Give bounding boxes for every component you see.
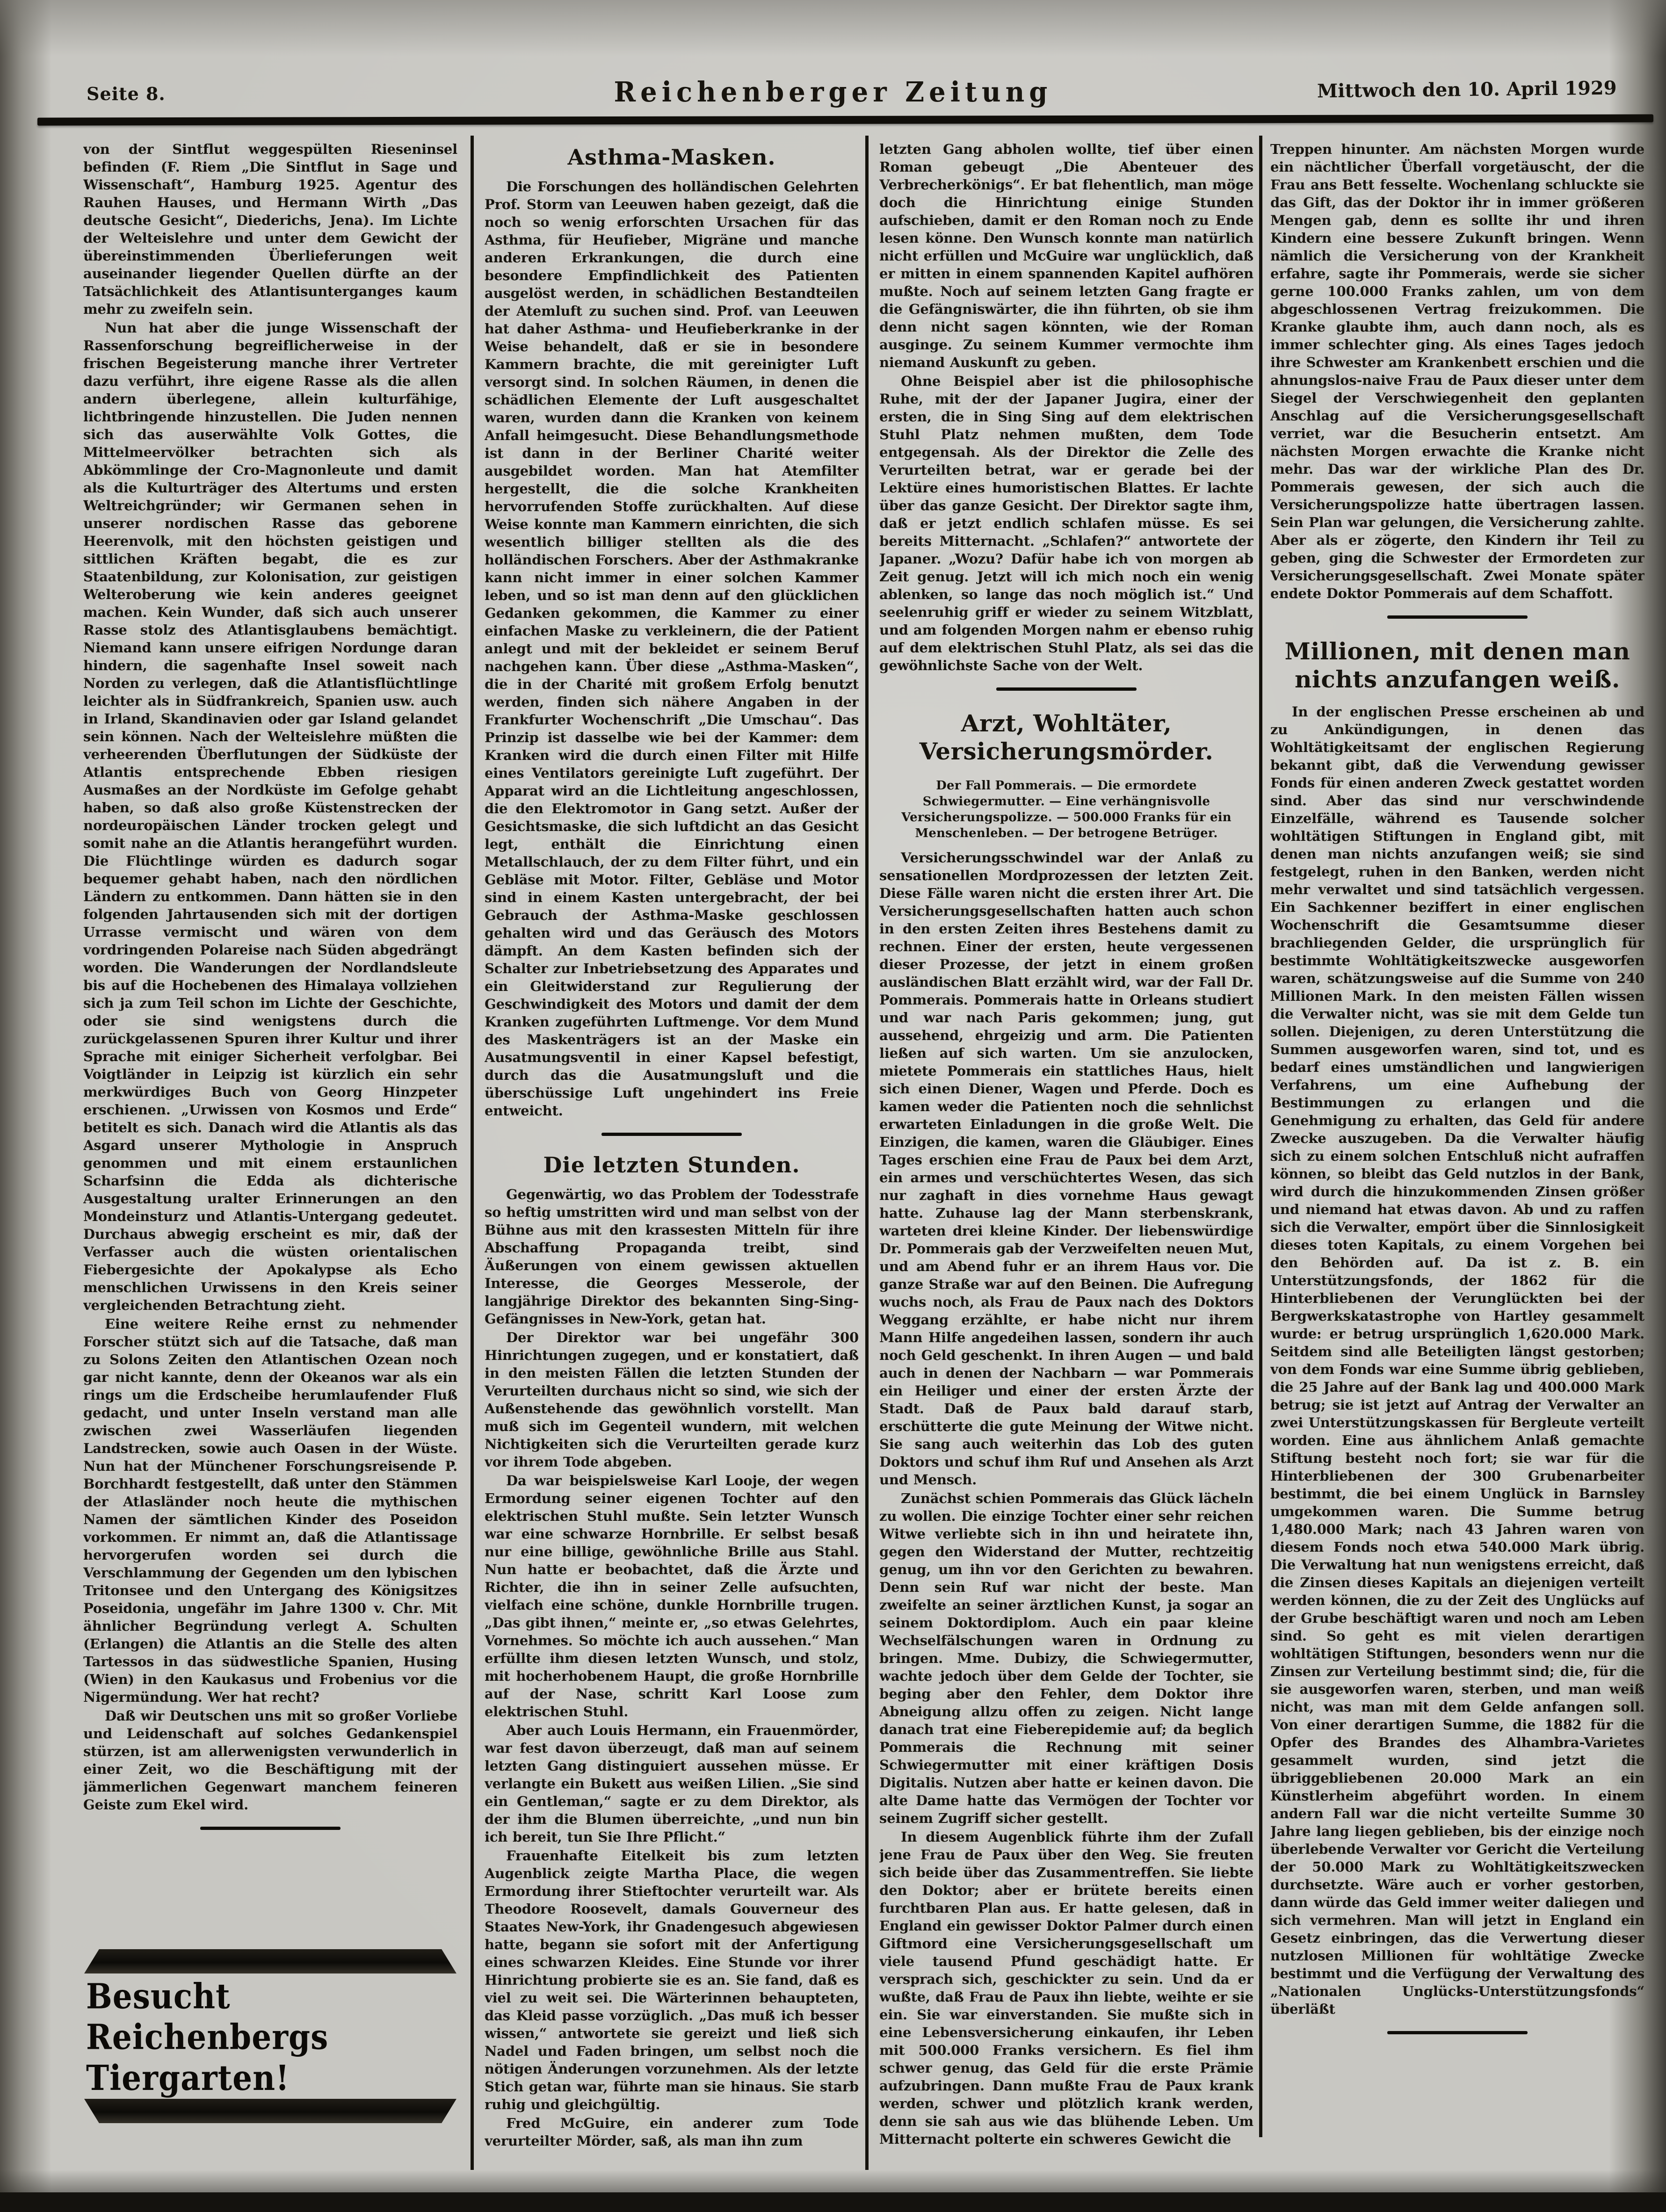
- advert-bar-bottom: [84, 2099, 456, 2123]
- article-headline: Die letzten Stunden.: [543, 1152, 800, 1178]
- article-headline: Millionen, mit denen man nichts anzufangen weiß.: [1284, 637, 1630, 693]
- paragraph: Aber auch Louis Hermann, ein Frauenmörder, war fest davon überzeugt, daß man auf seinem letzten Gang distinguiert aussehen müsse. Er verlangte ein Bukett aus weißen Lilien. „Sie sind ein Gentleman,“ sagte er zu dem Direktor, als der ihm die Blumen überreichte, „und nun bin ich bereit, tun Sie Ihre Pflicht.“: [485, 1722, 859, 1845]
- column-rule-1: [471, 136, 474, 2170]
- paragraph-continuation: letzten Gang abholen wollte, tief über einen Roman gebeugt „Die Abenteuer des Verbrecherkönigs“. Er bat flehentlich, man möge doch die Hinrichtung einige Stunden aufschieben, damit er den Roman noch zu Ende lesen könne. Den Wunsch konnte man natürlich nicht erfüllen und McGuire war unglücklich, daß er mitten in einem spannenden Kapitel aufhören mußte. Noch auf seinem letzten Gang fragte er die Gefängniswärter, die ihn führten, ob sie ihm denn nicht sagen könnten, wie der Roman ausginge. Zu seinem Kummer vermochte ihm niemand Auskunft zu geben.: [879, 141, 1253, 370]
- article-headline: Arzt, Wohltäter, Versicherungsmörder.: [919, 709, 1214, 765]
- spacer: [83, 1842, 457, 1945]
- article-headline: Asthma-Masken.: [567, 145, 776, 170]
- section-divider: [200, 1827, 340, 1830]
- column-rule-3: [1259, 136, 1262, 2137]
- column-1: [83, 140, 457, 2179]
- paragraph: Eine weitere Reihe ernst zu nehmender Forscher stützt sich auf die Tatsache, daß man zu Solons Zeiten den Atlantischen Ozean noch gar nicht kannte, denn der Okeanos war als ein rings um die Erdscheibe herumlaufender Fluß gedacht, und unter Inseln verstand man alle zwischen zwei Wasserläufen liegenden Landstrecken, sowie auch Oasen in der Wüste. Nun hat der Münchener Forschungsreisende P. Borchhardt festgestellt, daß unter den Stämmen der Atlasländer noch heute die mythischen Namen der sämtlichen Kinder des Poseidon vorkommen. Er nimmt an, daß die Atlantissage hervorgerufen worden sei durch die Verschlammung der Gegenden um den lybischen Tritonsee und den Untergang des Königsitzes Poseidonia, ungefähr im Jahre 1300 v. Chr. Mit ähnlicher Begründung verlegt A. Schulten (Erlangen) die Atlantis an die Stelle des alten Tartessos in das südwestliche Spanien, Husing (Wien) in den Kaukasus und Frobenius vor die Nigermündung. Wer hat recht?: [83, 1316, 457, 1705]
- paragraph: Da war beispielsweise Karl Looje, der wegen Ermordung seiner eigenen Tochter auf den elektrischen Stuhl mußte. Sein letzter Wunsch war eine schwarze Hornbrille. Er selbst besaß nur eine billige, gewöhnliche Brille aus Stahl. Nun hatte er beobachtet, daß die Ärzte und Richter, die ihn in seiner Zelle aufsuchten, vielfach eine schöne, dunkle Hornbrille trugen. „Das gibt ihnen,“ meinte er, „so etwas Gelehrtes, Vornehmes. So möchte ich auch aussehen.“ Man erfüllte ihm diesen letzten Wunsch, und stolz, mit hocherhobenem Haupt, die große Hornbrille auf der Nase, schritt Karl Loose zum elektrischen Stuhl.: [485, 1473, 859, 1720]
- paragraph: Frauenhafte Eitelkeit bis zum letzten Augenblick zeigte Martha Place, die wegen Ermordung ihrer Stieftochter verurteilt war. Als Theodore Roosevelt, damals Gouverneur des Staates New-York, ihr Gnadengesuch abgewiesen hatte, begann sie sofort mit der Anfertigung eines schwarzen Kleides. Eine Stunde vor ihrer Hinrichtung probierte sie es an. Sie fand, daß es viel zu weit sei. Die Wärterinnen behaupteten, das Kleid passe vorzüglich. „Das muß ich besser wissen,“ antwortete sie gereizt und ließ sich Nadel und Faden bringen, um selbst noch die nötigen Änderungen vorzunehmen. Als der letzte Stich getan war, führte man sie hinaus. Sie starb ruhig und gleichgültig.: [485, 1848, 859, 2112]
- section-divider: [601, 1133, 742, 1136]
- paragraph: Gegenwärtig, wo das Problem der Todesstrafe so heftig umstritten wird und man selbst von der Bühne aus mit den krassesten Mitteln für ihre Abschaffung Propaganda treibt, sind Äußerungen von einem gewissen aktuellen Interesse, die Georges Messerole, der langjährige Direktor des bekannten Sing-Sing-Gefängnisses in New-York, getan hat.: [485, 1186, 859, 1327]
- section-divider: [1387, 2031, 1528, 2034]
- paragraph-continuation: Treppen hinunter. Am nächsten Morgen wurde ein nächtlicher Überfall vorgetäuscht, der die Frau ans Bett fesselte. Wochenlang schluckte sie das Gift, das der Doktor ihr in immer größeren Mengen gab, denn es sollte ihr und ihren Kindern eine bessere Zukunft bringen. Wenn nämlich die Versicherung von der Krankheit erfahre, sagte ihr Pommerais, werde sie sicher gerne 100.000 Franks zahlen, um von dem abgeschlossenen Vertrag freizukommen. Die Kranke glaubte ihm, auch dann noch, als es immer schlechter ging. Als eines Tages jedoch ihre Schwester am Krankenbett erschien und die ahnungslos-naive Frau de Paux dieser unter dem Siegel der Verschwiegenheit den geplanten Anschlag auf die Versicherungsgesellschaft verriet, war die Besucherin entsetzt. Am nächsten Morgen erwachte die Kranke nicht mehr. Das war der wirkliche Plan des Dr. Pommerais gewesen, der sich auch die Versicherungspolizze hatte übertragen lassen. Sein Plan war gelungen, die Versicherung zahlte. Aber als er zögerte, den Kindern ihr Teil zu geben, ging die Schwester der Ermordeten zur Versicherungsgesellschaft. Zwei Monate später endete Doktor Pommerais auf dem Schaffott.: [1270, 141, 1644, 601]
- paragraph: Daß wir Deutschen uns mit so großer Vorliebe und Leidenschaft auf solches Gedankenspiel stürzen, ist am allerwenigsten verwunderlich in einer Zeit, wo die Beschäftigung mit der jämmerlichen Gegenwart manchem feineren Geiste zum Ekel wird.: [83, 1708, 457, 1813]
- advert-text: Besucht Reichenbergs Tiergarten!: [86, 1975, 329, 2098]
- tiergarten-advert: [83, 1949, 457, 2123]
- column-3: [879, 140, 1253, 2179]
- issue-date: Mittwoch den 10. April 1929: [1317, 77, 1617, 102]
- paragraph: In diesem Augenblick führte ihm der Zufall jene Frau de Paux über den Weg. Sie freuten sich beide über das Zusammentreffen. Sie liebte den Doktor; aber er brütete bereits einen furchtbaren Plan aus. Er hatte gelesen, daß in England ein gewisser Doktor Palmer durch einen Giftmord eine Versicherungsgesellschaft um viele tausend Pfund geschädigt hatte. Er versprach sich, geschickter zu sein. Und da er wußte, daß Frau de Paux ihn liebte, weihte er sie ein. Sie war einverstanden. Sie mußte sich in eine Lebensversicherung einkaufen, ihr Leben mit 500.000 Franks versichern. Es fiel ihm schwer genug, das Geld für die erste Prämie aufzubringen. Dann mußte Frau de Paux krank werden, schwer und plötzlich krank werden, denn sie sah aus wie das blühende Leben. Um Mitternacht polterte ein schweres Gewicht die: [879, 1829, 1253, 2147]
- scan-artifact-bottom-shadow: [0, 2170, 1666, 2192]
- article-subhead: Der Fall Pommerais. — Die ermordete Schwiegermutter. — Eine verhängnisvolle Versicherungspolizze. — 500.000 Franks für ein Menschenleben. — Der betrogene Betrüger.: [901, 779, 1231, 840]
- column-area: [0, 140, 1666, 2179]
- paragraph-continuation: von der Sintflut weggespülten Rieseninsel befinden (F. Riem „Die Sintflut in Sage und Wissenschaft“, Hamburg 1925. Agentur des Rauhen Hauses, und Hermann Wirth „Das deutsche Gesicht“, Diederichs, Jena). Im Lichte der Welteislehre und unter dem Gewicht der übereinstimmenden Überlieferungen weit auseinander liegender Quellen dürfte an der Tatsächlichkeit des Atlantisunterganges kaum mehr zu zweifeln sein.: [83, 141, 457, 317]
- page-header: [0, 70, 1666, 112]
- scan-artifact-top: [0, 0, 1666, 56]
- paragraph: Fred McGuire, ein anderer zum Tode verurteilter Mörder, saß, als man ihn zum: [485, 2115, 859, 2149]
- paragraph: Nun hat aber die junge Wissenschaft der Rassenforschung begreiflicherweise in der frischen Begeisterung manche ihrer Vertreter dazu verführt, ihre eigene Rasse als die allen andern überlegene, allein kulturfähige, lichtbringende hinzustellen. Die Juden nennen sich das auserwählte Volk Gottes, die Mittelmeervölker betrachten sich als Abkömmlinge der Cro-Magnonleute und damit als die Kulturträger des Altertums und ersten Weltreichgründer; wir Germanen sehen in unserer nordischen Rasse das geborene Heerenvolk, mit den höchsten geistigen und sittlichen Kräften begabt, die es zur Staatenbildung, zur Kolonisation, zur geistigen Welteroberung wie kein anderes geeignet machen. Kein Wunder, daß sich auch unserer Rasse stolz des Atlantisglaubens bemächtigt. Niemand kann unsere eifrigen Nordunge daran hindern, die sagenhafte Insel soweit nach Norden zu verlegen, daß die Atlantisflüchtlinge leichter als in Südfrankreich, Spanien usw. auch in Irland, Skandinavien oder gar Island gelandet sein können. Nach der Welteislehre müßten die verheerenden Überflutungen der Südküste der Atlantis entsprechende Ebben riesigen Ausmaßes an der Nordküste im Gefolge gehabt haben, so daß also große Küstenstrecken der nordeuropäischen Länder trocken gelegt und somit nahe an die Atlantis herangeführt wurden. Die Flüchtlinge würden es dadurch sogar bequemer gehabt haben, nach den nördlichen Ländern zu entkommen. Dann hätten sie in den folgenden Jahrtausenden sich mit der dortigen Urrasse vermischt und wären von dem vordringenden Polareise nach Süden abgedrängt worden. Die Wanderungen der Nordlandsleute bis auf die Hochebenen des Himalaya vollziehen sich ja zum Teil schon im Lichte der Geschichte, oder sie sind wenigstens durch die zurückgelassenen Spuren ihrer Kultur und ihrer Sprache mit einiger Sicherheit verfolgbar. Bei Voigtländer in Leipzig ist kürzlich ein sehr merkwürdiges Buch von Georg Hinzpeter erschienen. „Urwissen von Kosmos und Erde“ betitelt es sich. Danach wird die Atlantis als das Asgard unserer Mythologie in Anspruch genommen und mit einem erstaunlichen Scharfsinn die Edda als dichterische Ausgestaltung uralter Erinnerungen an den Mondeinsturz und Atlantis-Untergang gedeutet. Durchaus abwegig erscheint es mir, daß der Verfasser auch die wüsten orientalischen Fiebergesichte der Apokalypse als Echo menschlichen Urwissens in den Kreis seiner vergleichenden Betrachtung zieht.: [83, 320, 457, 1313]
- paragraph: Die Forschungen des holländischen Gelehrten Prof. Storm van Leeuwen haben gezeigt, daß die noch so wenig erforschten Ursachen für das Asthma, für Heufieber, Migräne und manche anderen Erkrankungen, die durch eine besondere Empfindlichkeit des Patienten ausgelöst werden, in schädlichen Bestandteilen der Atemluft zu suchen sind. Prof. van Leeuwen hat daher Asthma- und Heufieberkranke in der Weise behandelt, daß er sie in besondere Kammern brachte, die mit gereinigter Luft versorgt sind. In solchen Räumen, in denen die schädlichen Elemente der Luft ausgeschaltet waren, wurden dann die Kranken von keinem Anfall heimgesucht. Diese Behandlungsmethode ist dann in der Berliner Charité weiter ausgebildet worden. Man hat Atemfilter hergestellt, die die solche Krankheiten hervorrufenden Stoffe zurückhalten. Auf diese Weise konnte man Kammern einrichten, die sich wesentlich billiger stellten als die des holländischen Forschers. Aber der Asthmakranke kann nicht immer in einer solchen Kammer leben, und so ist man denn auf den glücklichen Gedanken gekommen, die Kammer zu einer einfachen Maske zu verkleinern, die der Patient anlegt und mit der bekleidet er seinem Beruf nachgehen kann. Über diese „Asthma-Masken“, die in der Charité mit großem Erfolg benutzt werden, finden sich nähere Angaben in der Frankfurter Wochenschrift „Die Umschau“. Das Prinzip ist dasselbe wie bei der Kammer: dem Kranken wird die durch einen Filter mit Hilfe eines Ventilators gereinigte Luft zugeführt. Der Apparat wird an die Lichtleitung angeschlossen, die den Elektromotor in Gang setzt. Außer der Gesichtsmaske, die sich luftdicht an das Gesicht legt, enthält die Einrichtung einen Metallschlauch, der zu dem Filter führt, und ein Gebläse mit Motor. Filter, Gebläse und Motor sind in einem Kasten untergebracht, der bei Gebrauch der Asthma-Maske geschlossen gehalten wird und das Geräusch des Motors dämpft. An dem Kasten befinden sich der Schalter zur Inbetriebsetzung des Apparates und ein Gleitwiderstand zur Regulierung der Geschwindigkeit des Motors und damit der dem Kranken zugeführten Luftmenge. Vor dem Mund des Maskenträgers ist an der Maske ein Ausatmungsventil in einer Kapsel befestigt, durch das die Ausatmungsluft und die überschüssige Luft ungehindert ins Freie entweicht.: [485, 179, 859, 1119]
- paragraph: Ohne Beispiel aber ist die philosophische Ruhe, mit der der Japaner Jugira, einer der ersten, die in Sing Sing auf dem elektrischen Stuhl Platz nehmen mußten, dem Tode entgegensah. Als der Direktor die Zelle des Verurteilten betrat, war er gerade bei der Lektüre eines humoristischen Blattes. Er lachte über das ganze Gesicht. Der Direktor sagte ihm, daß er jetzt endlich schlafen müsse. Es sei bereits Mitternacht. „Schlafen?“ antwortete der Japaner. „Wozu? Dafür habe ich von morgen ab Zeit genug. Jetzt will ich mich noch ein wenig ablenken, so lange das noch möglich ist.“ Und seelenruhig griff er wieder zu seinem Witzblatt, und am folgenden Morgen nahm er ebenso ruhig auf dem elektrischen Stuhl Platz, als sei das die gewöhnlichste Sache von der Welt.: [879, 373, 1253, 673]
- paragraph: Der Direktor war bei ungefähr 300 Hinrichtungen zugegen, und er konstatiert, daß in den meisten Fällen die letzten Stunden der Verurteilten durchaus nicht so sind, wie sich der Außenstehende das gewöhnlich vorstellt. Man muß sich im Gegenteil wundern, mit welchen Nichtigkeiten sich die Verurteilten gerade kurz vor ihrem Tode abgeben.: [485, 1330, 859, 1470]
- header-rule: [37, 114, 1653, 125]
- section-divider: [996, 687, 1137, 691]
- page-number: Seite 8.: [87, 83, 166, 104]
- column-4: [1270, 140, 1644, 2179]
- paragraph: In der englischen Presse erscheinen ab und zu Ankündigungen, in denen das Wohltätigkeitsamt der englischen Regierung bekannt gibt, daß die Verwendung gewisser Fonds für einen anderen Zweck gestattet worden sind. Aber das sind nur verschwindende Einzelfälle, während es Tausende solcher wohltätigen Stiftungen in England gibt, mit denen man nichts anzufangen weiß; sie sind festgelegt, ruhen in den Banken, werden nicht mehr verwaltet und sind tatsächlich vergessen. Ein Sachkenner beziffert in einer englischen Wochenschrift die Gesamtsumme dieser brachliegenden Gelder, die ursprünglich für bestimmte Wohltätigkeitszwecke ausgeworfen waren, schätzungsweise auf die Summe von 240 Millionen Mark. In den meisten Fällen wissen die Verwalter nicht, was sie mit dem Gelde tun sollen. Diejenigen, zu deren Unterstützung die Summen ausgeworfen waren, sind tot, und es bedarf eines umständlichen und langwierigen Verfahrens, um eine Aufhebung der Bestimmungen zu erlangen und die Genehmigung zu erhalten, das Geld für andere Zwecke auszugeben. Da die Verwalter häufig sich zu einem solchen Entschluß nicht aufraffen können, so bleibt das Geld nutzlos in der Bank, wird durch die hinzukommenden Zinsen größer und niemand hat etwas davon. Ab und zu raffen sich die Verwalter, empört über die Sinnlosigkeit dieses toten Kapitals, zu einem Vorgehen bei den Behörden auf. Da ist z. B. ein Unterstützungsfonds, der 1862 für die Hinterbliebenen der Verunglückten bei der Bergwerkskatastrophe von Hartley gesammelt wurde: er betrug ursprünglich 1,620.000 Mark. Seitdem sind alle Beteiligten längst gestorben; von dem Fonds war eine Summe übrig geblieben, die 25 Jahre auf der Bank lag und 400.000 Mark betrug; sie ist jetzt auf Antrag der Verwalter an zwei Unterstützungskassen für Bergleute verteilt worden. Eine aus ähnlichem Anlaß gemachte Stiftung besteht noch fort; sie war für die Hinterbliebenen der 300 Grubenarbeiter bestimmt, die bei einem Unglück in Barnsley umgekommen waren. Die Summe betrug 1,480.000 Mark; nach 43 Jahren waren von diesem Fonds noch etwa 540.000 Mark übrig. Die Verwaltung hat nun wenigstens erreicht, daß die Zinsen dieses Kapitals an diejenigen verteilt werden können, die zu der Zeit des Unglücks auf der Grube beschäftigt waren und noch am Leben sind. So geht es mit vielen derartigen wohltätigen Stiftungen, besonders wenn nur die Zinsen zur Verteilung bestimmt sind; die, für die sie ausgeworfen waren, sterben, und man weiß nicht, was man mit dem Gelde anfangen soll. Von einer derartigen Summe, die 1882 für die Opfer des Brandes des Alhambra-Varietes gesammelt wurden, sind jetzt die übriggebliebenen 20.000 Mark an ein Künstlerheim abgeführt worden. In einem andern Fall war die nicht verteilte Summe 30 Jahre lang liegen geblieben, bis der einzige noch überlebende Verwalter vor Gericht die Verteilung der 50.000 Mark zu Wohltätigkeitszwecken durchsetzte. Wäre auch er vorher gestorben, dann würde das Geld immer weiter daliegen und sich vermehren. Man will jetzt in England ein Gesetz einbringen, das die Verwertung dieser nutzlosen Millionen für wohltätige Zwecke bestimmt und die Verfügung der Verwaltung des „Nationalen Unglücks-Unterstützungsfonds“ überläßt: [1270, 704, 1644, 2017]
- paragraph: Zunächst schien Pommerais das Glück lächeln zu wollen. Die einzige Tochter einer sehr reichen Witwe verliebte sich in ihn und heiratete ihn, gegen den Widerstand der Mutter, rechtzeitig genug, um ihn vor den Gerichten zu bewahren. Denn sein Ruf war nicht der beste. Man zweifelte an seiner ärztlichen Kunst, ja sogar an seinem Doktordiplom. Auch ein paar kleine Wechselfälschungen waren in Ordnung zu bringen. Mme. Dubizy, die Schwiegermutter, wachte jedoch über dem Gelde der Tochter, sie beging aber den Fehler, dem Doktor ihre Abneigung allzu offen zu zeigen. Nicht lange danach trat eine Fieberepidemie auf; da beglich Pommerais die Rechnung mit seiner Schwiegermutter mit einer kräftigen Dosis Digitalis. Nutzen aber hatte er keinen davon. Die alte Dame hatte das Vermögen der Tochter vor seinem Zugriff sicher gestellt.: [879, 1490, 1253, 1826]
- section-divider: [1387, 615, 1528, 619]
- column-2: [485, 140, 859, 2179]
- scan-artifact-bottom: [0, 2192, 1666, 2212]
- paragraph: Versicherungsschwindel war der Anlaß zu sensationellen Mordprozessen der letzten Zeit. Diese Fälle waren nicht die ersten ihrer Art. Die Versicherungsgesellschaften hatten auch schon in den ersten Zeiten ihres Bestehens damit zu rechnen. Einer der ersten, heute vergessenen dieser Prozesse, der jetzt in einem großen ausländischen Blatt erzählt wird, war der Fall Dr. Pommerais. Pommerais hatte in Orleans studiert und war nach Paris gekommen; jung, gut aussehend, ehrgeizig und arm. Die Patienten ließen auf sich warten. Um sie anzulocken, mietete Pommerais ein stattliches Haus, hielt sich einen Diener, Wagen und Pferde. Doch es kamen weder die Patienten noch die sehnlichst erwarteten Einladungen in die große Welt. Die Einzigen, die kamen, waren die Gläubiger. Eines Tages erschien eine Frau de Paux bei dem Arzt, ein armes und verschüchtertes Wesen, das sich nur zaghaft in dies vornehme Haus gewagt hatte. Zuhause lag der Mann sterbenskrank, warteten drei kleine Kinder. Der liebenswürdige Dr. Pommerais gab der Verzweifelten neuen Mut, und am Abend fuhr er an ihrem Haus vor. Die ganze Straße war auf den Beinen. Die Aufregung wuchs noch, als Frau de Paux nach des Doktors Weggang erzählte, er habe nicht nur ihrem Mann Hilfe angedeihen lassen, sondern ihr auch noch Geld geschenkt. In ihren Augen — und bald auch in denen der Nachbarn — war Pommerais ein Heiliger und einer der ersten Ärzte der Stadt. Daß de Paux bald darauf starb, erschütterte die gute Meinung der Witwe nicht. Sie sang auch weiterhin das Lob des guten Doktors und schuf ihm Ruf und Ansehen als Arzt und Mensch.: [879, 850, 1253, 1488]
- column-rule-2: [865, 136, 869, 2170]
- masthead-title: Reichenberger Zeitung: [614, 76, 1052, 108]
